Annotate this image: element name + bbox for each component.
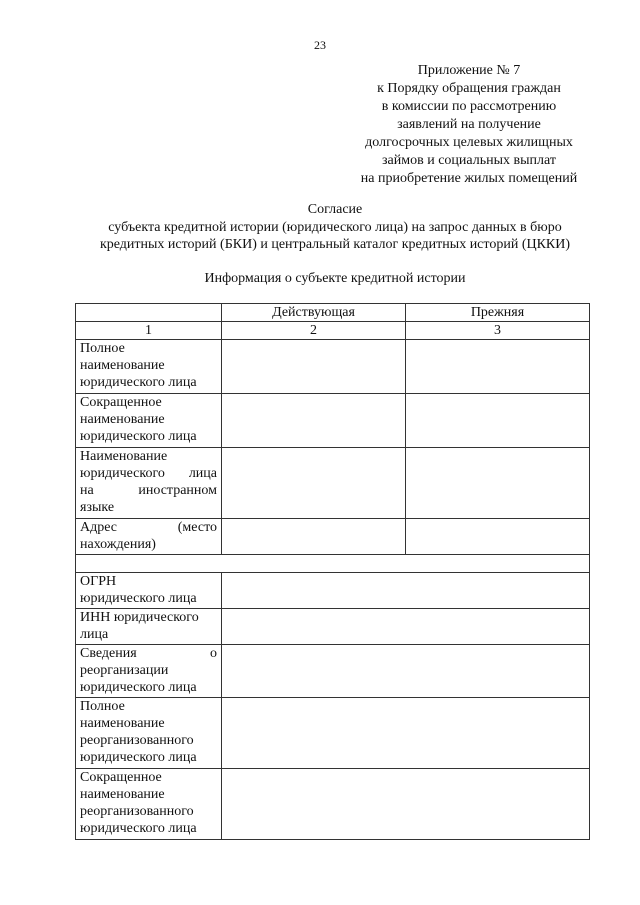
column-number: 3 [406,322,590,340]
label-line: нахождения) [80,537,156,552]
label-line: лица [80,627,109,642]
consent-line: субъекта кредитной истории (юридического лица) на запрос данных в бюро [108,219,562,235]
value-cell[interactable] [406,394,590,448]
label-line: наименование [80,412,165,427]
value-cell[interactable] [222,448,406,519]
row-label-reorg-short-name [76,769,222,840]
label-word: на [80,483,94,498]
label-word: о [210,646,217,661]
table-row [76,448,590,519]
appendix-line: Приложение № 7 [417,63,521,78]
value-cell-wide[interactable] [222,609,590,645]
row-label-reorg-full-name [76,698,222,769]
value-cell[interactable] [406,448,590,519]
value-cell[interactable] [222,340,406,394]
appendix-line: заявлений на получение [397,117,541,132]
label-line: юридического лица [80,591,197,606]
table-row [76,394,590,448]
header-cell [76,304,222,322]
label-word: лица [188,466,217,481]
label-line: юридического лица [80,750,197,765]
row-label-address [76,519,222,555]
column-number: 1 [76,322,222,340]
credit-subject-table [75,303,590,840]
value-cell[interactable] [222,394,406,448]
appendix-line: к Порядку обращения граждан [377,81,561,96]
value-cell[interactable] [406,519,590,555]
label-line [80,645,217,662]
column-number: 2 [222,322,406,340]
label-word: юридического [80,466,165,481]
page-number: 23 [314,38,326,52]
label-line: Сокращенное [80,395,162,410]
header-cell-current: Действующая [222,304,406,322]
label-line [80,519,217,536]
label-line: юридического лица [80,429,197,444]
table-header-row [76,304,590,322]
appendix-line: долгосрочных целевых жилищных [365,135,573,150]
value-cell[interactable] [406,340,590,394]
value-cell-wide[interactable] [222,645,590,698]
label-line: наименование [80,787,165,802]
row-label-foreign-name [76,448,222,519]
label-line: ИНН юридического [80,610,199,625]
label-line: Сокращенное [80,770,162,785]
table-row [76,340,590,394]
label-line: наименование [80,358,165,373]
value-cell-wide[interactable] [222,698,590,769]
label-line: реорганизованного [80,804,194,819]
table-row [76,769,590,840]
row-label-inn [76,609,222,645]
label-word: Адрес [80,520,118,535]
table-row [76,519,590,555]
value-cell[interactable] [222,519,406,555]
table-number-row [76,322,590,340]
label-line: Полное [80,699,125,714]
appendix-line: займов и социальных выплат [382,153,556,168]
appendix-line: в комиссии по рассмотрению [381,99,557,114]
appendix-line: на приобретение жилых помещений [360,171,578,186]
label-word: иностранном [138,483,217,498]
appendix-block [340,62,598,188]
label-line: Полное [80,341,125,356]
consent-line: кредитных историй (БКИ) и центральный каталог кредитных историй (ЦККИ) [99,237,571,252]
consent-heading [60,201,610,254]
label-line: языке [80,500,115,515]
table-row [76,573,590,609]
label-line [80,482,217,499]
table-row [76,645,590,698]
table-separator-row [76,555,590,573]
row-label-full-name [76,340,222,394]
header-cell-previous: Прежняя [406,304,590,322]
label-line: реорганизации [80,663,169,678]
value-cell-wide[interactable] [222,769,590,840]
row-label-short-name [76,394,222,448]
separator-cell [76,555,590,573]
label-line: наименование [80,716,165,731]
label-word: (место [177,520,217,535]
label-line: юридического лица [80,680,197,695]
label-line [80,465,217,482]
value-cell-wide[interactable] [222,573,590,609]
row-label-ogrn [76,573,222,609]
label-line: юридического лица [80,821,197,836]
label-word: Сведения [80,646,137,661]
table-row [76,698,590,769]
row-label-reorg-info [76,645,222,698]
label-line: реорганизованного [80,733,194,748]
label-line: ОГРН [80,574,117,589]
label-line: юридического лица [80,375,197,390]
section-title: Информация о субъекте кредитной истории [204,271,466,286]
label-line: Наименование [80,449,168,464]
table-row [76,609,590,645]
consent-title: Согласие [307,202,363,217]
